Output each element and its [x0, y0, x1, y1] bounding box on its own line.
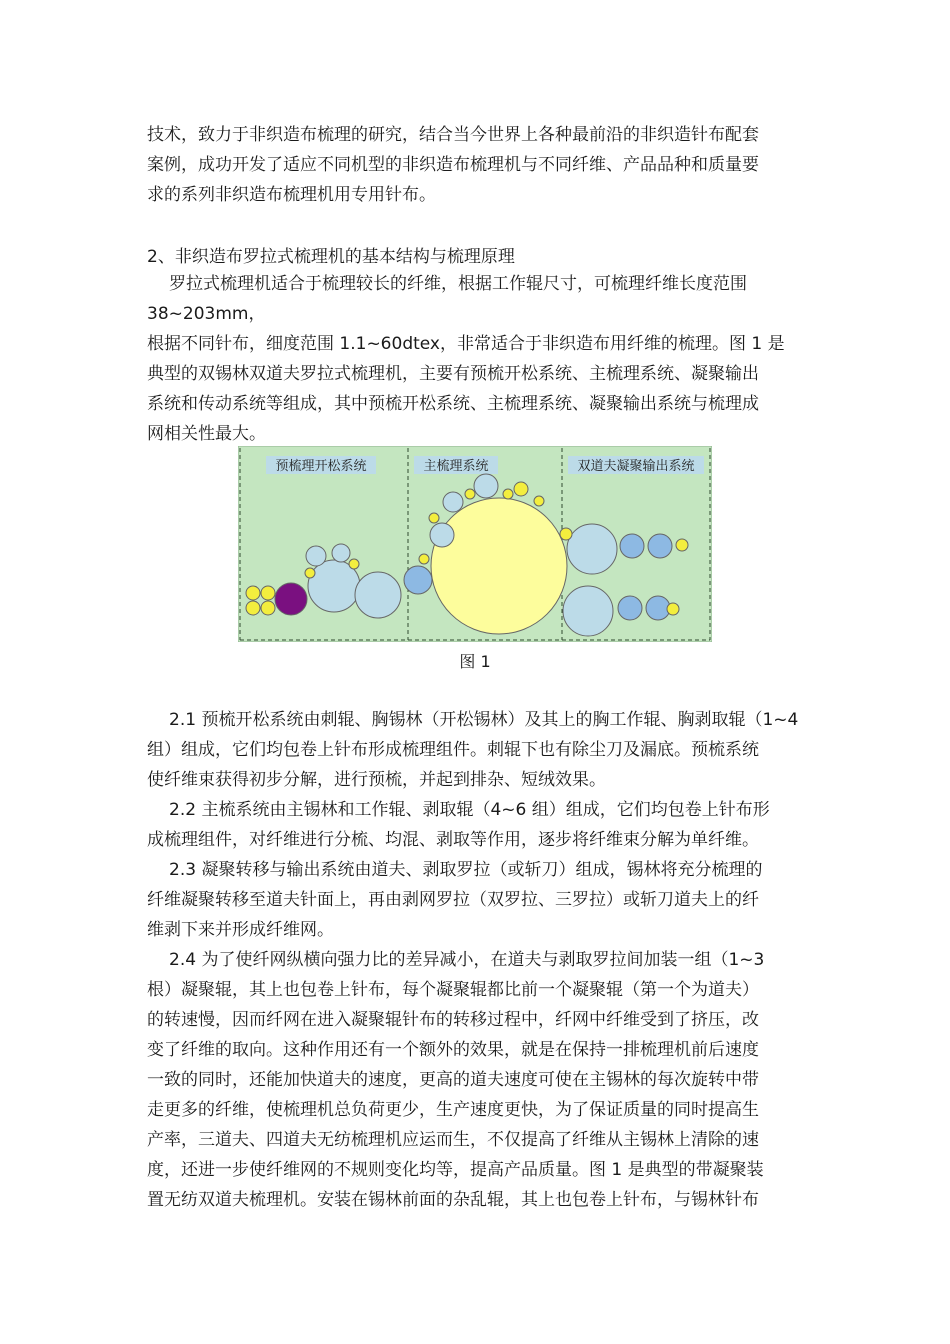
worker-roller — [443, 492, 463, 512]
breast-stripper-roller — [305, 568, 315, 578]
text-line: 2.2 主梳系统由主锡林和工作辊、剥取辊（4~6 组）组成，它们均包卷上针布形 — [169, 800, 770, 820]
transfer-roller — [355, 572, 401, 618]
text-line: 网相关性最大。 — [147, 424, 266, 444]
condensing-roller — [618, 596, 642, 620]
condensing-roller — [646, 596, 670, 620]
text-line: 2.1 预梳开松系统由刺辊、胸锡林（开松锡林）及其上的胸工作辊、胸剥取辊（1~4 — [169, 710, 799, 730]
licker-in-roller — [275, 583, 307, 615]
text-line: 纤维凝聚转移至道夫针面上，再由剥网罗拉（双罗拉、三罗拉）或斩刀道夫上的纤 — [147, 890, 759, 910]
text-line: 技术，致力于非织造布梳理的研究，结合当今世界上各种最前沿的非织造针布配套 — [147, 125, 759, 145]
stripping-roller — [560, 528, 572, 540]
feed-roller — [261, 601, 275, 615]
text-line: 求的系列非织造布梳理机用专用针布。 — [147, 185, 436, 205]
stripper-roller — [514, 482, 528, 496]
stripping-roller — [676, 539, 688, 551]
text-line: 置无纺双道夫梳理机。安装在锡林前面的杂乱辊，其上也包卷上针布，与锡林针布 — [147, 1190, 759, 1210]
paragraph-2-4 — [147, 945, 809, 1215]
main-cylinder — [431, 498, 567, 634]
text-line: 根据不同针布，细度范围 1.1~60dtex，非常适合于非织造布用纤维的梳理。图 1 是 — [147, 334, 785, 354]
text-line: 典型的双锡林双道夫罗拉式梳理机，主要有预梳开松系统、主梳理系统、凝聚输出 — [147, 364, 759, 384]
worker-roller — [430, 523, 454, 547]
paragraph-2-1 — [147, 705, 809, 795]
text-line: 使纤维束获得初步分解，进行预梳，并起到排杂、短绒效果。 — [147, 770, 606, 790]
figure-caption: 图 1 — [459, 652, 491, 671]
feed-roller — [261, 586, 275, 600]
stripper-roller — [465, 489, 475, 499]
text-line: 产率，三道夫、四道夫无纺梳理机应运而生，不仅提高了纤维从主锡林上清除的速 — [147, 1130, 759, 1150]
paragraph-roller-card — [147, 269, 809, 449]
text-line: 罗拉式梳理机适合于梳理较长的纤维，根据工作辊尺寸，可梳理纤维长度范围 — [169, 274, 747, 294]
text-line: 38~203mm， — [147, 304, 266, 324]
feed-roller — [246, 586, 260, 600]
section-heading — [147, 242, 809, 272]
intro-paragraph — [147, 120, 809, 210]
section-label-doffer-condensing: 双道夫凝聚输出系统 — [577, 459, 695, 474]
text-line: 的转速慢，因而纤网在进入凝聚辊针布的转移过程中，纤网中纤维受到了挤压，改 — [147, 1010, 759, 1030]
heading-text: 2、非织造布罗拉式梳理机的基本结构与梳理原理 — [147, 247, 515, 267]
text-line: 案例，成功开发了适应不同机型的非织造布梳理机与不同纤维、产品品种和质量要 — [147, 155, 759, 175]
feed-roller — [246, 601, 260, 615]
upper-doffer — [567, 524, 617, 574]
condensing-roller — [648, 534, 672, 558]
section-label-main-carding: 主梳理系统 — [423, 459, 489, 474]
condensing-roller — [620, 534, 644, 558]
text-line: 2.4 为了使纤网纵横向强力比的差异减小，在道夫与剥取罗拉间加装一组（1~3 — [169, 950, 765, 970]
text-line: 度，还进一步使纤维网的不规则变化均等，提高产品质量。图 1 是典型的带凝聚装 — [147, 1160, 764, 1180]
breast-stripper-roller — [349, 559, 359, 569]
stripper-roller — [429, 513, 439, 523]
worker-roller — [474, 474, 498, 498]
figure-1-card-diagram — [238, 446, 712, 642]
text-line: 变了纤维的取向。这种作用还有一个额外的效果，就是在保持一排梳理机前后速度 — [147, 1040, 759, 1060]
text-line: 系统和传动系统等组成，其中预梳开松系统、主梳理系统、凝聚输出系统与梳理成 — [147, 394, 759, 414]
breast-worker-roller — [332, 544, 350, 562]
breast-worker-roller — [306, 546, 326, 566]
lower-doffer — [563, 586, 613, 636]
stripper-roller — [419, 554, 429, 564]
text-line: 维剥下来并形成纤维网。 — [147, 920, 334, 940]
section-label-preopening: 预梳理开松系统 — [275, 459, 367, 474]
paragraph-2-2 — [147, 795, 809, 855]
text-line: 组）组成，它们均包卷上针布形成梳理组件。刺辊下也有除尘刀及漏底。预梳系统 — [147, 740, 759, 760]
text-line: 成梳理组件，对纤维进行分梳、均混、剥取等作用，逐步将纤维束分解为单纤维。 — [147, 830, 759, 850]
text-line: 2.3 凝聚转移与输出系统由道夫、剥取罗拉（或斩刀）组成，锡林将充分梳理的 — [169, 860, 763, 880]
stripping-roller — [667, 603, 679, 615]
transfer-roller — [404, 566, 432, 594]
stripper-roller — [503, 489, 513, 499]
text-line: 根）凝聚辊，其上也包卷上针布，每个凝聚辊都比前一个凝聚辊（第一个为道夫） — [147, 980, 759, 1000]
text-line: 一致的同时，还能加快道夫的速度，更高的道夫速度可使在主锡林的每次旋转中带 — [147, 1070, 759, 1090]
text-line: 走更多的纤维，使梳理机总负荷更少，生产速度更快，为了保证质量的同时提高生 — [147, 1100, 759, 1120]
paragraph-2-3 — [147, 855, 809, 945]
stripper-roller — [534, 496, 544, 506]
